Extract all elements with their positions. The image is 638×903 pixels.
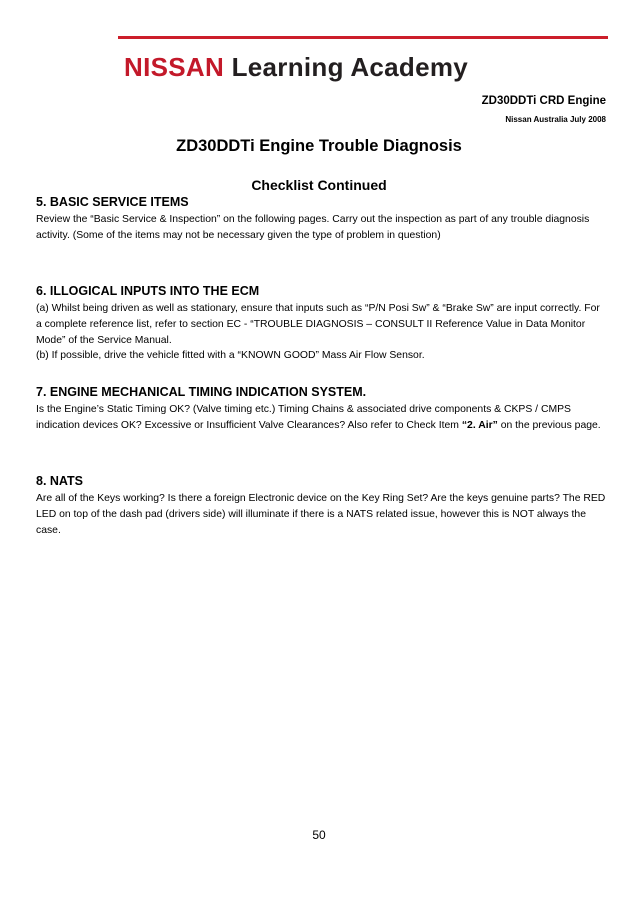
section-heading: 7. ENGINE MECHANICAL TIMING INDICATION SYSTEM. bbox=[36, 385, 367, 399]
section-heading: 5. BASIC SERVICE ITEMS bbox=[36, 195, 189, 209]
section-body: Are all of the Keys working? Is there a foreign Electronic device on the Key Ring Set? Are the keys genuine parts? The RED LED on top of the dash pad (drivers side) will illuminate if there is a NATS related issue, however this is NOT always the case. bbox=[36, 493, 606, 536]
brand-logo-nissan: NISSAN bbox=[124, 52, 225, 82]
section-nats bbox=[36, 473, 606, 538]
document-title: ZD30DDTi Engine Trouble Diagnosis bbox=[176, 137, 462, 155]
section-body: Review the “Basic Service & Inspection” on the following pages. Carry out the inspection as part of any trouble diagnosis activity. (Some of the items may not be necessary given the type of problem in question) bbox=[36, 214, 590, 241]
section-illogical-inputs bbox=[36, 283, 606, 364]
section-heading: 8. NATS bbox=[36, 474, 83, 488]
section-body-end: on the previous page. bbox=[497, 419, 601, 431]
header-date: Nissan Australia July 2008 bbox=[505, 115, 606, 124]
section-body bbox=[36, 402, 606, 434]
section-heading: 6. ILLOGICAL INPUTS INTO THE ECM bbox=[36, 284, 260, 298]
brand-logo-learning-academy: Learning Academy bbox=[224, 52, 469, 82]
page-number: 50 bbox=[312, 828, 326, 842]
section-basic-service-items bbox=[36, 194, 606, 244]
section-body-b: (b) If possible, drive the vehicle fitted with a “KNOWN GOOD” Mass Air Flow Sensor. bbox=[36, 350, 425, 362]
brand-logo bbox=[124, 52, 468, 83]
section-body-text: Is the Engine’s Static Timing OK? (Valve timing etc.) Timing Chains & associated drive components & CKPS / CMPS indication devices OK? Excessive or Insufficient Valve Clearances? Also refer to Check Item bbox=[36, 404, 571, 431]
section-engine-timing bbox=[36, 384, 606, 434]
section-body-bold-ref: “2. Air” bbox=[461, 419, 498, 431]
header-engine: ZD30DDTi CRD Engine bbox=[481, 95, 606, 107]
document-subtitle: Checklist Continued bbox=[251, 177, 387, 193]
section-body-a: (a) Whilst being driven as well as stationary, ensure that inputs such as “P/N Posi Sw” & “Brake Sw” are input correctly. For a complete reference list, refer to section EC - “TROUBLE DIAGNOSIS – CONSULT II Reference Value in Data Monitor Mode” of the Service Manual. bbox=[36, 303, 600, 346]
logo-top-bar bbox=[118, 36, 608, 39]
